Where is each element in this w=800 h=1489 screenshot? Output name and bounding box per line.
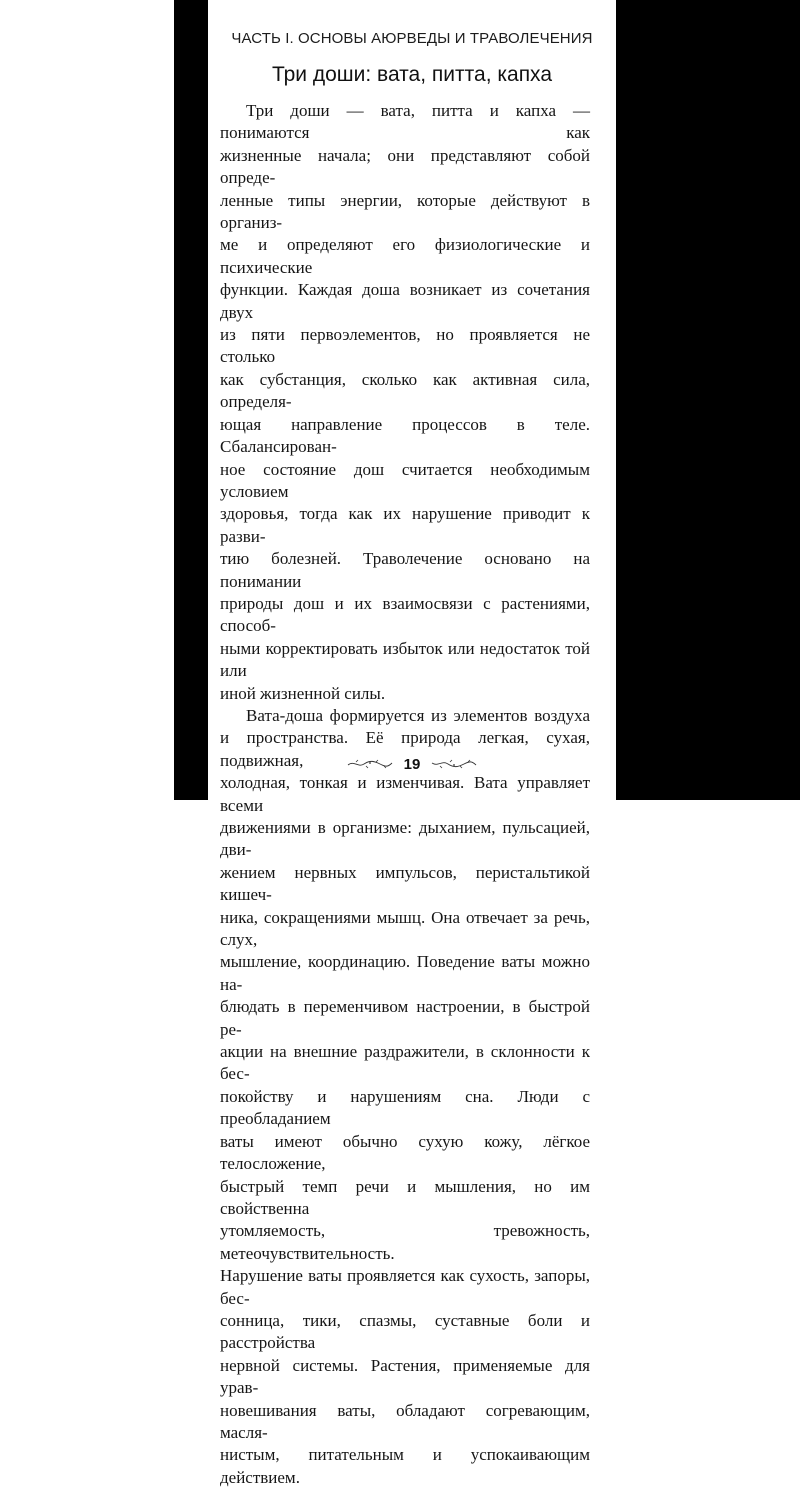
text-line: ными корректировать избыток или недостаток той или [220, 638, 590, 681]
text-line: нистым, питательным и успокаивающим действием. [220, 1445, 590, 1487]
text-line: жизненные начала; они представляют собой опреде- [220, 145, 590, 188]
text-line: жением нервных импульсов, перистальтикой кишеч- [220, 862, 590, 905]
text-line: ме и определяют его физиологические и психические [220, 235, 590, 277]
chapter-title: Три доши: вата, питта, капха [271, 63, 553, 86]
text-line: ника, сокращениями мышц. Она отвечает за речь, слух, [220, 907, 590, 950]
text-line: тию болезней. Траволечение основано на понимании [220, 549, 590, 591]
running-head: ЧАСТЬ I. ОСНОВЫ АЮРВЕДЫ И ТРАВОЛЕЧЕНИЯ [231, 30, 593, 47]
ornament-left-icon [346, 759, 394, 769]
text-line: сонница, тики, спазмы, суставные боли и расстройства [220, 1310, 590, 1353]
text-line: быстрый темп речи и мышления, но им свойственна [220, 1176, 590, 1218]
page-gutter-margin [0, 0, 174, 800]
text-line: природы дош и их взаимосвязи с растениями, способ- [220, 593, 590, 636]
text-line: из пяти первоэлементов, но проявляется не столько [220, 325, 590, 367]
body-text [220, 100, 590, 1489]
page-footer [208, 753, 616, 775]
text-line: как субстанция, сколько как активная сила, определя- [220, 369, 590, 412]
text-line: покойству и нарушениям сна. Люди с преобладанием [220, 1086, 590, 1129]
text-line: утомляемость, тревожность, метеочувствительность. [220, 1221, 590, 1263]
text-line: и пространства. Её природа легкая, сухая, подвижная, [220, 728, 590, 770]
paragraph [220, 705, 590, 1489]
text-line: нервной системы. Растения, применяемые для урав- [220, 1355, 590, 1398]
text-line: Три доши — вата, питта и капха — понимаются как [220, 101, 590, 143]
scan-background-right [616, 0, 800, 800]
text-line: холодная, тонкая и изменчивая. Вата управляет всеми [220, 773, 590, 815]
text-line: иной жизненной силы. [220, 683, 386, 703]
ornament-right-icon [430, 759, 478, 769]
book-spine-shadow [174, 0, 208, 800]
text-line: мышление, координацию. Поведение ваты можно на- [220, 952, 590, 994]
text-line: функции. Каждая доша возникает из сочетания двух [220, 280, 590, 322]
page-number: 19 [403, 755, 421, 773]
text-line: блюдать в переменчивом настроении, в быстрой ре- [220, 997, 590, 1039]
text-line: ваты имеют обычно сухую кожу, лёгкое телосложение, [220, 1131, 590, 1174]
text-line: Вата-доша формируется из элементов воздуха [246, 705, 590, 725]
text-line: акции на внешние раздражители, в склонности к бес- [220, 1042, 590, 1084]
paragraph [220, 100, 590, 705]
text-line: новешивания ваты, обладают согревающим, масля- [220, 1400, 590, 1442]
text-line: здоровья, тогда как их нарушение приводит к разви- [220, 504, 590, 546]
text-line: ленные типы энергии, которые действуют в организ- [220, 190, 590, 233]
text-line: ное состояние дош считается необходимым условием [220, 459, 590, 501]
text-line: движениями в организме: дыханием, пульсацией, дви- [220, 818, 590, 860]
text-line: Нарушение ваты проявляется как сухость, запоры, бес- [220, 1266, 590, 1308]
text-line: ющая направление процессов в теле. Сбалансирован- [220, 414, 590, 457]
book-page [208, 0, 616, 1487]
